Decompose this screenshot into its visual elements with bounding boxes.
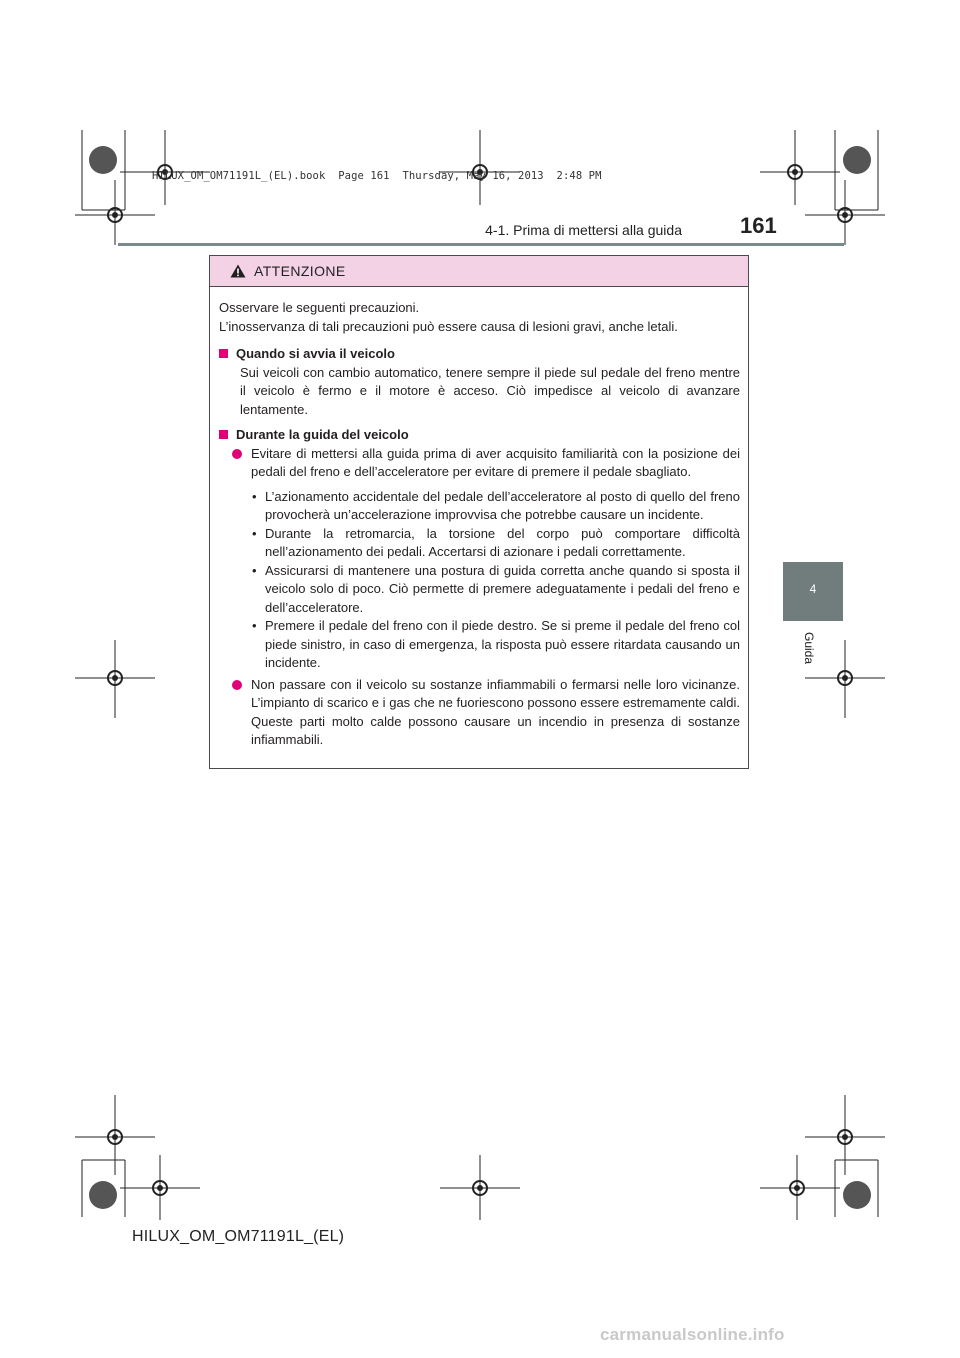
circle-bullet-icon: [232, 680, 242, 690]
circle-bullet-icon: [232, 449, 242, 459]
chapter-tab: [783, 562, 843, 621]
page-number: 161: [740, 213, 777, 238]
warning-title: ATTENZIONE: [254, 263, 346, 279]
document-code: HILUX_OM_OM71191L_(EL): [132, 1228, 345, 1245]
sub-bullet-list: [219, 488, 740, 673]
section-heading-driving: Durante la guida del veicolo: [219, 426, 740, 445]
warning-intro-line-1: Osservare le seguenti precauzioni.: [219, 300, 420, 315]
sub-bullet-item: • Premere il pedale del freno con il piede destro. Se si preme il pedale del freno col piede sinistro, in caso di emergenza, la risposta può essere ritardata causando un incidente.: [252, 618, 740, 670]
section-title: 4-1. Prima di mettersi alla guida: [485, 222, 682, 238]
registration-mark-top: [0, 0, 960, 260]
list-item: [219, 676, 740, 750]
list-item-text: Evitare di mettersi alla guida prima di aver acquisito familiarità con la posizione dei pedali del freno e dell’acceleratore per evitare di premere il pedale sbagliato.: [251, 445, 740, 479]
section-text-start: Sui veicoli con cambio automatico, tenere sempre il piede sul pedale del freno mentre il veicolo è fermo e il motore è acceso. Ciò impedisce al veicolo di avanzare lentamente.: [240, 364, 740, 417]
sub-bullet-item: • L’azionamento accidentale del pedale dell’acceleratore al posto di quello del freno provocherà un’accelerazione improvvisa che potrebbe causare un incidente.: [252, 488, 740, 522]
warning-triangle-icon: [230, 264, 246, 278]
warning-box: [209, 255, 749, 769]
header-rule: [118, 243, 844, 246]
sub-bullet-item: • Assicurarsi di mantenere una postura di guida corretta anche quando si sposta il veicolo solo di poco. Ciò permette di premere adeguatamente i pedali del freno e dell’acceleratore.: [252, 562, 740, 615]
list-item: [219, 445, 740, 482]
chapter-label: Guida: [802, 632, 816, 665]
section-heading-start: Quando si avvia il veicolo: [219, 345, 740, 364]
warning-header: [210, 256, 748, 287]
warning-body: [210, 287, 748, 750]
warning-intro-line-2: L’inosservanza di tali precauzioni può essere causa di lesioni gravi, anche letali.: [219, 318, 678, 334]
registration-mark-bottom: [0, 1095, 960, 1225]
sub-bullet-item: • Durante la retromarcia, la torsione del corpo può comportare difficoltà nell’azionamento dei pedali. Accertarsi di azionare i pedali correttamente.: [252, 525, 740, 559]
list-item-text: Non passare con il veicolo su sostanze infiammabili o fermarsi nelle loro vicinanze. L’impianto di scarico e i gas che ne fuoriescono possono essere estremamente caldi. Queste parti molto calde possono causare un incendio in presenza di sostanze infiammabili.: [251, 676, 740, 747]
chapter-number: 4: [809, 582, 817, 596]
book-print-line: HILUX_OM_OM71191L_(EL).book Page 161 Thursday, May 16, 2013 2:48 PM: [152, 170, 602, 182]
watermark: carmanualsonline.info: [600, 1325, 785, 1344]
